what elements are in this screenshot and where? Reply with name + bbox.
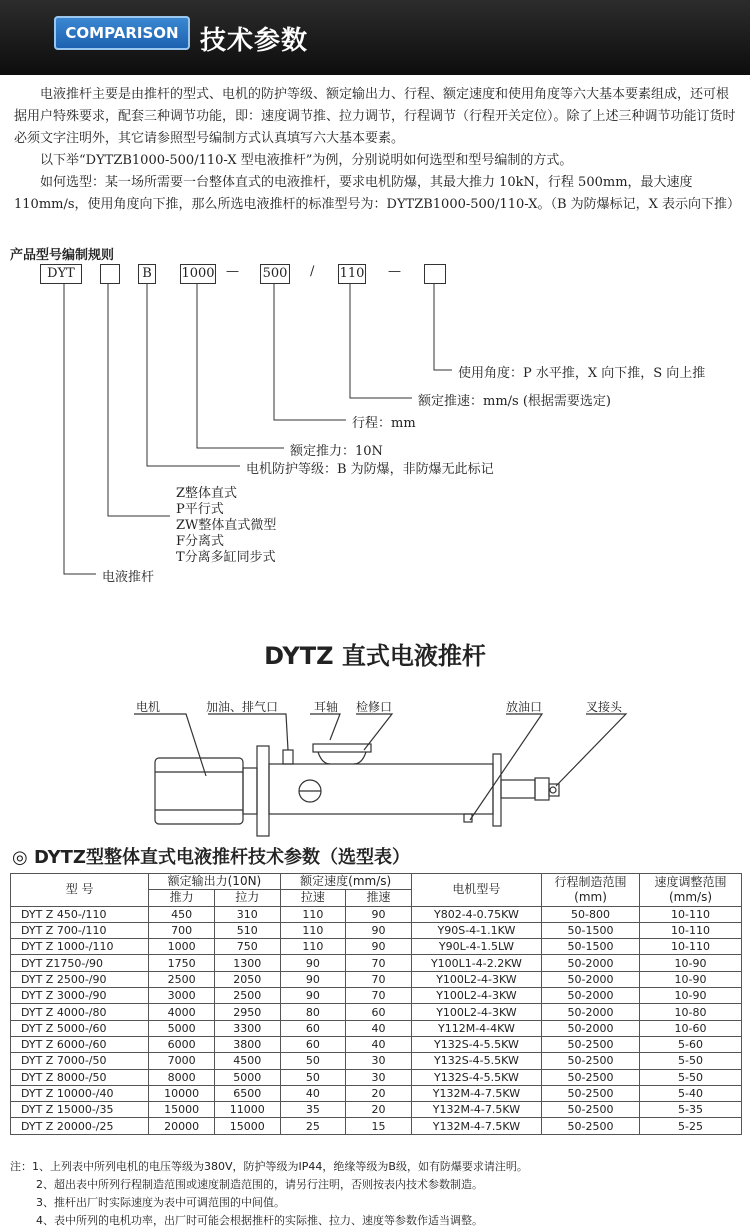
table-cell: 5-60 [639,1036,741,1052]
note-4: 4、表中所列的电机功率，出厂时可能会根据推杆的实际推、拉力、速度等参数作适当调整。 [36,1214,483,1227]
table-cell: 10-110 [639,939,741,955]
header-motor: 电机型号 [411,874,541,907]
base-label: 电液推杆 [102,570,155,585]
table-row [11,988,742,1004]
table-cell: 10-60 [639,1020,741,1036]
table-cell: 110 [280,922,346,938]
header-push-speed: 推速 [346,890,412,906]
notes [10,1158,528,1230]
table-cell: 10000 [149,1085,215,1101]
oil-vent-label: 加油、排气口 [206,700,279,714]
table-cell: 5-35 [639,1102,741,1118]
table-row [11,1004,742,1020]
table-cell: 1000 [149,939,215,955]
rules-title: 产品型号编制规则 [10,248,115,263]
table-cell: DYT Z 4000-/80 [11,1004,149,1020]
table-cell: 40 [280,1085,346,1101]
table-cell: 20 [346,1085,412,1101]
table-cell: Y132S-4-5.5KW [411,1053,541,1069]
note-1: 注：1、上列表中所列电机的电压等级为380V，防护等级为IP44，绝缘等级为B级，如有防爆要求请注明。 [10,1160,528,1173]
table-cell: 50-2000 [542,971,640,987]
header-speed: 额定速度(mm/s) [280,874,411,890]
table-row [11,939,742,955]
table-cell: DYT Z 700-/110 [11,922,149,938]
table-cell: 90 [280,971,346,987]
table-cell: 310 [214,906,280,922]
table-cell: 15000 [149,1102,215,1118]
table-cell: Y132M-4-7.5KW [411,1085,541,1101]
table-cell: 90 [280,955,346,971]
comparison-badge: COMPARISON [54,16,190,50]
header-force: 额定输出力(10N) [149,874,280,890]
table-cell: 15000 [214,1118,280,1134]
table-cell: 1750 [149,955,215,971]
table-cell: 50-800 [542,906,640,922]
table-cell: Y90L-4-1.5LW [411,939,541,955]
table-cell: DYT Z 7000-/50 [11,1053,149,1069]
type-label-2: P平行式 [176,502,224,517]
page-title: 技术参数 [200,26,309,56]
table-cell: 750 [214,939,280,955]
table-cell: 4000 [149,1004,215,1020]
table-cell: 6500 [214,1085,280,1101]
table-cell: 15 [346,1118,412,1134]
table-cell: 50 [280,1053,346,1069]
table-cell: 50-2500 [542,1053,640,1069]
table-row [11,955,742,971]
table-cell: DYT Z 15000-/35 [11,1102,149,1118]
motor-label: 电机 [136,700,161,714]
table-cell: DYT Z 3000-/90 [11,988,149,1004]
actuator-drawing [0,690,750,840]
table-cell: 5-50 [639,1069,741,1085]
table-cell: 10-90 [639,955,741,971]
table-cell: Y112M-4-4KW [411,1020,541,1036]
table-cell: 35 [280,1102,346,1118]
table-cell: 20000 [149,1118,215,1134]
table-cell: 10-90 [639,988,741,1004]
header-push: 推力 [149,890,215,906]
table-cell: 450 [149,906,215,922]
table-row [11,971,742,987]
table-cell: 510 [214,922,280,938]
table-cell: 50-2000 [542,988,640,1004]
table-cell: Y100L2-4-3KW [411,1004,541,1020]
type-label-3: ZW整体直式微型 [176,518,277,533]
header-pull-speed: 拉速 [280,890,346,906]
header-stroke: 行程制造范围(mm) [542,874,640,907]
table-cell: 3000 [149,988,215,1004]
table-cell: 5000 [149,1020,215,1036]
table-cell: DYT Z 2500-/90 [11,971,149,987]
table-cell: 6000 [149,1036,215,1052]
table-row [11,1102,742,1118]
spec-table-body [11,906,742,1134]
force-label: 额定推力：10N [290,444,383,459]
table-cell: 10-110 [639,922,741,938]
protection-label: 电机防护等级：B 为防爆，非防爆无此标记 [246,462,494,477]
table-row [11,922,742,938]
table-cell: 70 [346,988,412,1004]
table-cell: Y100L2-4-3KW [411,988,541,1004]
table-cell: 40 [346,1036,412,1052]
trunnion-label: 耳轴 [314,700,339,714]
note-2: 2、超出表中所列行程制造范围或速度制造范围的，请另行注明，否则按表内技术参数制造。 [36,1178,483,1191]
table-cell: 110 [280,939,346,955]
table-cell: 50-1500 [542,939,640,955]
table-cell: 50-2500 [542,1118,640,1134]
table-cell: 80 [280,1004,346,1020]
table-cell: 2500 [214,988,280,1004]
code-separator: — [226,264,239,279]
fork-joint-label: 叉接头 [586,700,623,714]
diagram-title: DYTZ 直式电液推杆 [264,642,486,670]
header-pull: 拉力 [214,890,280,906]
table-cell: 5-40 [639,1085,741,1101]
table-cell: 70 [346,971,412,987]
table-cell: 2050 [214,971,280,987]
spec-table [10,873,742,1135]
type-label-5: T分离多缸同步式 [176,550,276,565]
table-cell: 30 [346,1069,412,1085]
intro-paragraph-3: 如何选型：某一场所需要一台整体直式的电液推杆，要求电机防爆，其最大推力 10kN，行程 500mm，最大速度 110mm/s，使用角度向下推，那么所选电液推杆的标准型号为：DYTZB1000-500/110-X。（B 为防爆标记，X 表示向下推） [14,175,741,212]
code-box-stroke: 500 [260,264,290,284]
table-cell: 3800 [214,1036,280,1052]
table-cell: Y132M-4-7.5KW [411,1118,541,1134]
table-cell: 50-2500 [542,1036,640,1052]
table-row [11,1085,742,1101]
table-cell: 90 [280,988,346,1004]
table-cell: 5-50 [639,1053,741,1069]
table-cell: Y132M-4-7.5KW [411,1102,541,1118]
table-cell: Y100L2-4-3KW [411,971,541,987]
table-cell: DYT Z 450-/110 [11,906,149,922]
drain-port-label: 放油口 [506,700,543,714]
table-cell: 10-90 [639,971,741,987]
table-cell: 60 [280,1020,346,1036]
intro-paragraph-2: 以下举“DYTZB1000-500/110-X 型电液推杆”为例，分别说明如何选型和型号编制的方式。 [40,153,573,168]
table-cell: 8000 [149,1069,215,1085]
table-cell: DYT Z 5000-/60 [11,1020,149,1036]
table-cell: 50-2500 [542,1085,640,1101]
table-cell: 7000 [149,1053,215,1069]
table-cell: 10-110 [639,906,741,922]
angle-label: 使用角度：P 水平推，X 向下推，S 向上推 [458,366,706,381]
table-cell: Y132S-4-5.5KW [411,1036,541,1052]
table-cell: DYT Z 8000-/50 [11,1069,149,1085]
code-separator: / [310,264,315,279]
table-cell: 10-80 [639,1004,741,1020]
table-cell: 1300 [214,955,280,971]
table-title: ◎ DYTZ型整体直式电液推杆技术参数（选型表） [12,847,410,868]
table-cell: DYT Z 1000-/110 [11,939,149,955]
table-cell: Y802-4-0.75KW [411,906,541,922]
table-cell: DYT Z 10000-/40 [11,1085,149,1101]
table-row [11,1020,742,1036]
table-cell: 50-2000 [542,955,640,971]
table-cell: 4500 [214,1053,280,1069]
table-cell: 50-2500 [542,1069,640,1085]
table-cell: 60 [280,1036,346,1052]
table-cell: 700 [149,922,215,938]
code-box-speed: 110 [338,264,366,284]
inspection-port-label: 检修口 [356,700,393,714]
table-cell: 50-2500 [542,1102,640,1118]
table-cell: 2500 [149,971,215,987]
type-label-4: F分离式 [176,534,225,549]
table-cell: DYT Z 20000-/25 [11,1118,149,1134]
table-cell: 50 [280,1069,346,1085]
stroke-label: 行程：mm [352,416,416,431]
table-cell: Y90S-4-1.1KW [411,922,541,938]
speed-label: 额定推速：mm/s (根据需要选定) [418,394,611,409]
header-model: 型 号 [11,874,149,907]
table-cell: 90 [346,906,412,922]
table-cell: Y100L1-4-2.2KW [411,955,541,971]
code-box-series: DYT [40,264,82,284]
code-box-force: 1000 [180,264,216,284]
table-cell: 70 [346,955,412,971]
note-3: 3、推杆出厂时实际速度为表中可调范围的中间值。 [36,1196,285,1209]
type-label-1: Z整体直式 [176,486,238,501]
intro-paragraph-1: 电液推杆主要是由推杆的型式、电机的防护等级、额定输出力、行程、额定速度和使用角度等六大基本要素组成，还可根据用户特殊要求，配套三种调节功能，即：速度调节推、拉力调节，行程调节（行程开关定位）。除了上述三种调节功能订货时必须文字注明外，其它请参照型号编制方式认真填写六大基本要素。 [14,87,736,146]
table-cell: 3300 [214,1020,280,1036]
table-cell: 20 [346,1102,412,1118]
table-cell: Y132S-4-5.5KW [411,1069,541,1085]
table-cell: DYT Z 6000-/60 [11,1036,149,1052]
table-cell: 60 [346,1004,412,1020]
table-cell: 50-1500 [542,922,640,938]
table-row [11,1069,742,1085]
table-cell: 5-25 [639,1118,741,1134]
table-cell: 50-2000 [542,1004,640,1020]
table-cell: 25 [280,1118,346,1134]
table-cell: 90 [346,939,412,955]
table-cell: 5000 [214,1069,280,1085]
code-separator: — [388,264,401,279]
table-cell: 2950 [214,1004,280,1020]
code-leader-lines [0,0,750,600]
table-row [11,1053,742,1069]
table-row [11,1118,742,1134]
table-row [11,906,742,922]
table-cell: 110 [280,906,346,922]
table-cell: 50-2000 [542,1020,640,1036]
header-adjust: 速度调整范围(mm/s) [639,874,741,907]
code-box-protection: B [138,264,156,284]
table-cell: DYT Z1750-/90 [11,955,149,971]
table-cell: 11000 [214,1102,280,1118]
table-cell: 90 [346,922,412,938]
table-row [11,1036,742,1052]
table-cell: 30 [346,1053,412,1069]
table-cell: 40 [346,1020,412,1036]
